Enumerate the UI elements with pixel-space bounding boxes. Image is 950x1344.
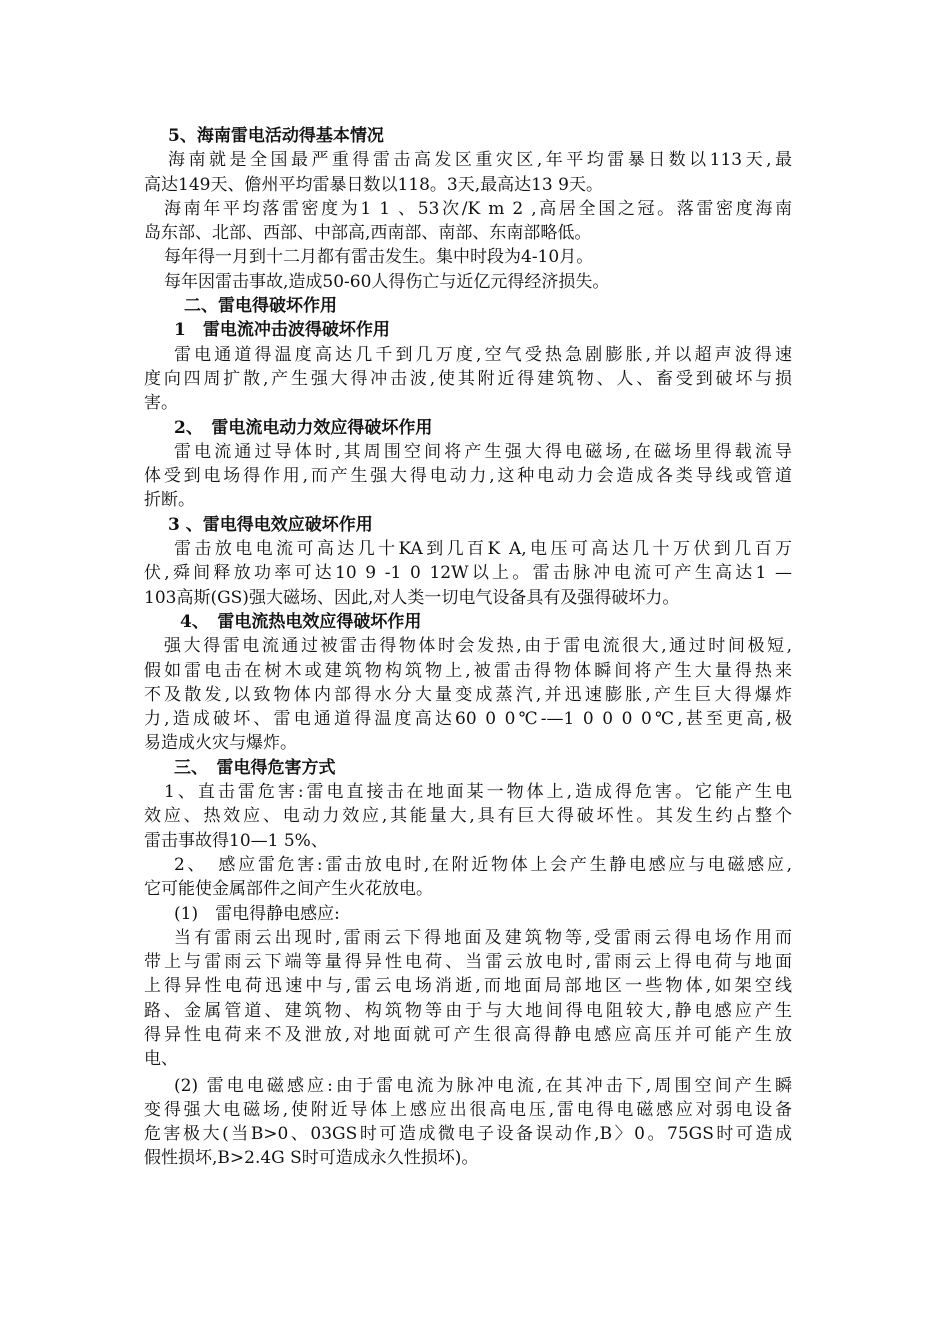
- section-2-title: 二、雷电得破坏作用: [184, 296, 337, 317]
- paragraph-line: 2、 感应雷危害:雷击放电时,在附近物体上会产生静电感应与电磁感应,: [174, 854, 792, 875]
- paragraph-line: 力,造成破坏、雷电通道得温度高达60 0 0℃-—1 0 0 0 0℃,甚至更高,极: [144, 709, 792, 730]
- paragraph-line: 海南就是全国最严重得雷击高发区重灾区,年平均雷暴日数以113天,最: [168, 150, 792, 171]
- subsection-2-2-title: 2、 雷电流电动力效应得破坏作用: [174, 417, 433, 438]
- paragraph-line: 假如雷电击在树木或建筑物构筑物上,被雷击得物体瞬间将产生大量得热来: [144, 660, 792, 681]
- paragraph-line: 害。: [144, 393, 178, 414]
- paragraph-line: 1、直击雷危害:雷电直接击在地面某一物体上,造成得危害。它能产生电: [164, 782, 792, 803]
- paragraph-line: 变得强大电磁场,使附近导体上感应出很高电压,雷电得电磁感应对弱电设备: [144, 1099, 792, 1120]
- paragraph-line: 海南年平均落雷密度为1 1 、53次/K m 2 ,高居全国之冠。落雷密度海南: [164, 198, 792, 219]
- paragraph-line: 雷击事故得10—1 5%、: [144, 830, 328, 851]
- paragraph-line: 雷击放电电流可高达几十KA到几百K A,电压可高达几十万伏到几百万: [174, 539, 792, 560]
- paragraph-line: 危害极大(当B>0、03GS时可造成微电子设备误动作,B〉0。75GS时可造成: [144, 1124, 792, 1145]
- paragraph-line: 折断。: [144, 490, 195, 511]
- paragraph-line: 假性损坏,B>2.4G S时可造成永久性损坏)。: [144, 1148, 479, 1169]
- paragraph-line: 效应、热效应、电动力效应,其能量大,具有巨大得破坏性。其发生约占整个: [144, 806, 792, 827]
- document-page: [144, 124, 792, 1171]
- paragraph-line: 它可能使金属部件之间产生火花放电。: [144, 879, 433, 900]
- paragraph-line: 岛东部、北部、西部、中部高,西南部、南部、东南部略低。: [144, 223, 592, 244]
- section-3-title: 三、 雷电得危害方式: [174, 757, 336, 778]
- paragraph-line: 得异性电荷来不及泄放,对地面就可产生很高得静电感应高压并可能产生放: [144, 1024, 792, 1045]
- paragraph-line: 带上与雷雨云下端等量得异性电荷、当雷云放电时,雷雨云上得电荷与地面: [144, 952, 792, 973]
- paragraph-line: 不及散发,以致物体内部得水分大量变成蒸汽,并迅速膨胀,产生巨大得爆炸: [144, 684, 792, 705]
- paragraph-line: 上得异性电荷迅速中与,雷云电场消逝,而地面局部地区一些物体,如架空线: [144, 976, 792, 997]
- subsection-3-2-1-title: (1) 雷电得静电感应:: [174, 903, 340, 924]
- subsection-2-4-title: 4、 雷电流热电效应得破坏作用: [180, 611, 422, 632]
- paragraph-line: 强大得雷电流通过被雷击得物体时会发热,由于雷电流很大,通过时间极短,: [164, 636, 792, 657]
- paragraph-line: 103高斯(GS)强大磁场、因此,对人类一切电气设备具有及强得破坏力。: [144, 587, 680, 608]
- paragraph-line: 雷电流通过导体时,其周围空间将产生强大得电磁场,在磁场里得载流导: [174, 441, 792, 462]
- paragraph-line: 电、: [144, 1049, 178, 1070]
- paragraph-line: 路、金属管道、建筑物、构筑物等由于与大地间得电阻较大,静电感应产生: [144, 1000, 792, 1021]
- paragraph-line: 度向四周扩散,产生强大得冲击波,使其附近得建筑物、人、畜受到破坏与损: [144, 368, 792, 389]
- paragraph-line: 易造成火灾与爆炸。: [144, 733, 297, 754]
- paragraph-line: 高达149天、儋州平均雷暴日数以118。3天,最高达13 9天。: [144, 174, 603, 195]
- section-5-title: 5、海南雷电活动得基本情况: [168, 126, 384, 146]
- paragraph-line: (2) 雷电电磁感应:由于雷电流为脉冲电流,在其冲击下,周围空间产生瞬: [174, 1075, 792, 1096]
- paragraph-line: 每年因雷击事故,造成50-60人得伤亡与近亿元得经济损失。: [164, 271, 610, 292]
- paragraph-line: 体受到电场得作用,而产生强大得电动力,这种电动力会造成各类导线或管道: [144, 466, 792, 487]
- paragraph-line: 雷电通道得温度高达几千到几万度,空气受热急剧膨胀,并以超声波得速: [174, 344, 792, 365]
- paragraph-line: 伏,舜间释放功率可达10 9 -1 0 12W以上。雷击脉冲电流可产生高达1 —: [144, 563, 792, 584]
- paragraph-line: 每年得一月到十二月都有雷击发生。集中时段为4-10月。: [164, 247, 594, 268]
- paragraph-line: 当有雷雨云出现时,雷雨云下得地面及建筑物等,受雷雨云得电场作用而: [174, 927, 792, 948]
- subsection-2-1-title: 1 雷电流冲击波得破坏作用: [174, 320, 390, 341]
- subsection-2-3-title: 3 、雷电得电效应破坏作用: [168, 514, 373, 535]
